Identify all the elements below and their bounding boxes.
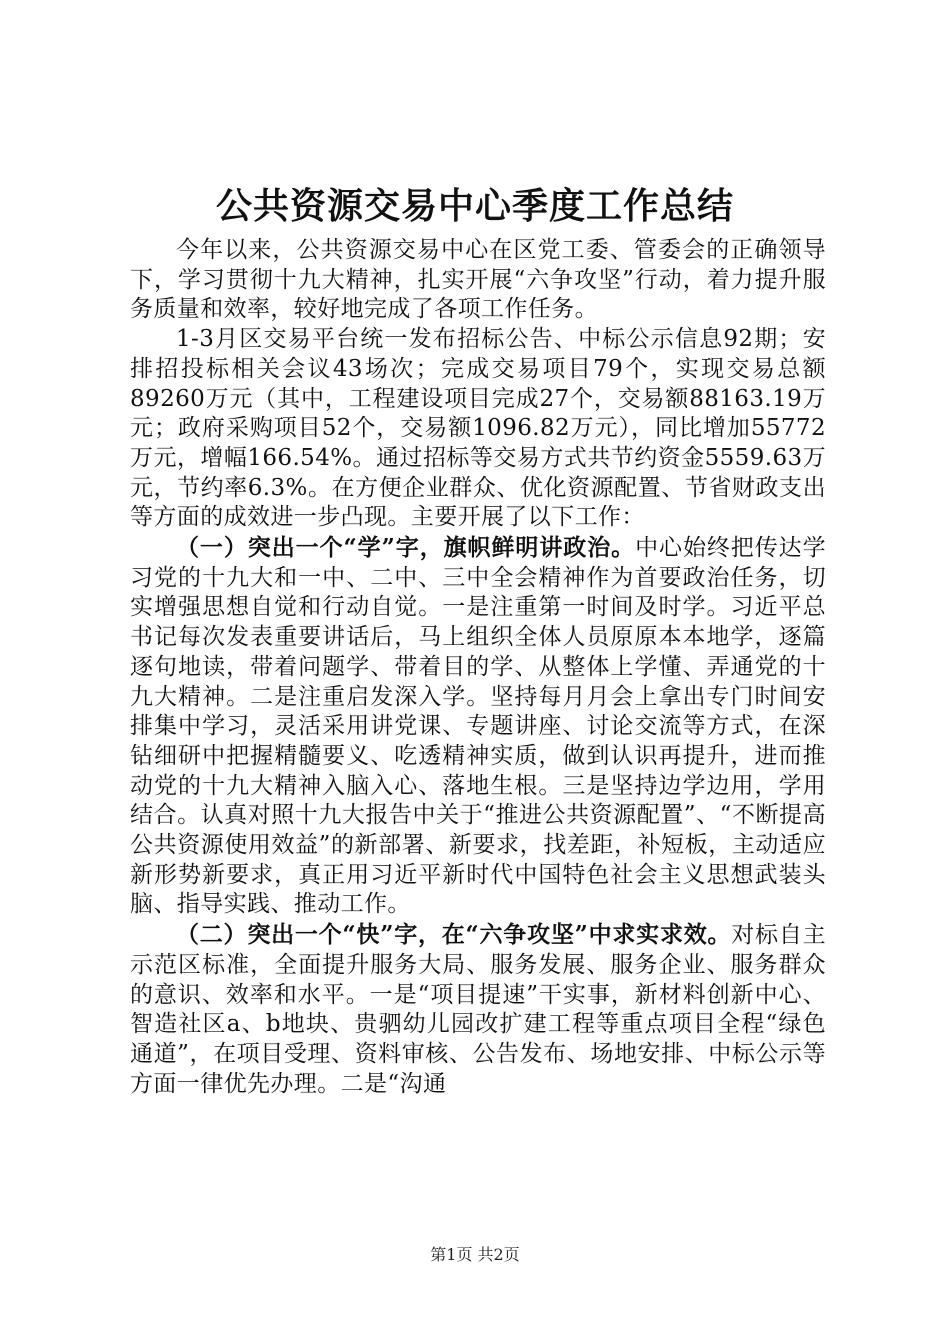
document-body [130, 236, 826, 1099]
paragraph-text: 中心始终把传达学习党的十九大和一中、二中、三中全会精神作为首要政治任务，切实增强思想自觉和行动自觉。一是注重第一时间及时学。习近平总书记每次发表重要讲话后，马上组织全体人员原原本本地学，逐篇逐句地读，带着问题学、带着目的学、从整体上学懂、弄通党的十九大精神。二是注重启发深入学。坚持每月月会上拿出专门时间安排集中学习，灵活采用讲党课、专题讲座、讨论交流等方式，在深钻细研中把握精髓要义、吃透精神实质，做到认识再提升，进而推动党的十九大精神入脑入心、落地生根。三是坚持边学边用，学用结合。认真对照十九大报告中关于“推进公共资源配置”、“不断提高公共资源使用效益”的新部署、新要求，找差距，补短板，主动适应新形势新要求，真正用习近平新时代中国特色社会主义思想武装头脑、指导实践、推动工作。 [130, 535, 826, 918]
paragraph-text: 今年以来，公共资源交易中心在区党工委、管委会的正确领导下，学习贯彻十九大精神，扎实开展“六争攻坚”行动，着力提升服务质量和效率，较好地完成了各项工作任务。 [130, 237, 826, 323]
paragraph-section-1 [130, 533, 826, 920]
document-title: 公共资源交易中心季度工作总结 [215, 185, 734, 227]
section-heading: （二）突出一个“快”字，在“六争攻坚”中求实求效。 [176, 921, 732, 949]
paragraph-statistics [130, 325, 826, 533]
paragraph-section-2 [130, 920, 826, 1099]
section-heading: （一）突出一个“学”字，旗帜鲜明讲政治。 [176, 534, 636, 562]
paragraph-text: 1-3月区交易平台统一发布招标公告、中标公示信息92期；安排招投标相关会议43场次；完成交易项目79个，实现交易总额89260万元（其中，工程建设项目完成27个，交易额88163.19万元；政府采购项目52个，交易额1096.82万元），同比增加55772万元，增幅166.54%。通过招标等交易方式共节约资金5559.63万元，节约率6.3%。在方便企业群众、优化资源配置、节省财政支出等方面的成效进一步凸现。主要开展了以下工作： [130, 326, 826, 531]
paragraph-intro [130, 236, 826, 325]
paragraph-text: 对标自主示范区标准，全面提升服务大局、服务发展、服务企业、服务群众的意识、效率和水平。一是“项目提速”干实事，新材料创新中心、智造社区a、b地块、贵驷幼儿园改扩建工程等重点项目全程“绿色通道”，在项目受理、资料审核、公告发布、场地安排、中标公示等方面一律优先办理。二是“沟通 [130, 922, 826, 1097]
page-footer: 第1页 共2页 [430, 1245, 520, 1264]
